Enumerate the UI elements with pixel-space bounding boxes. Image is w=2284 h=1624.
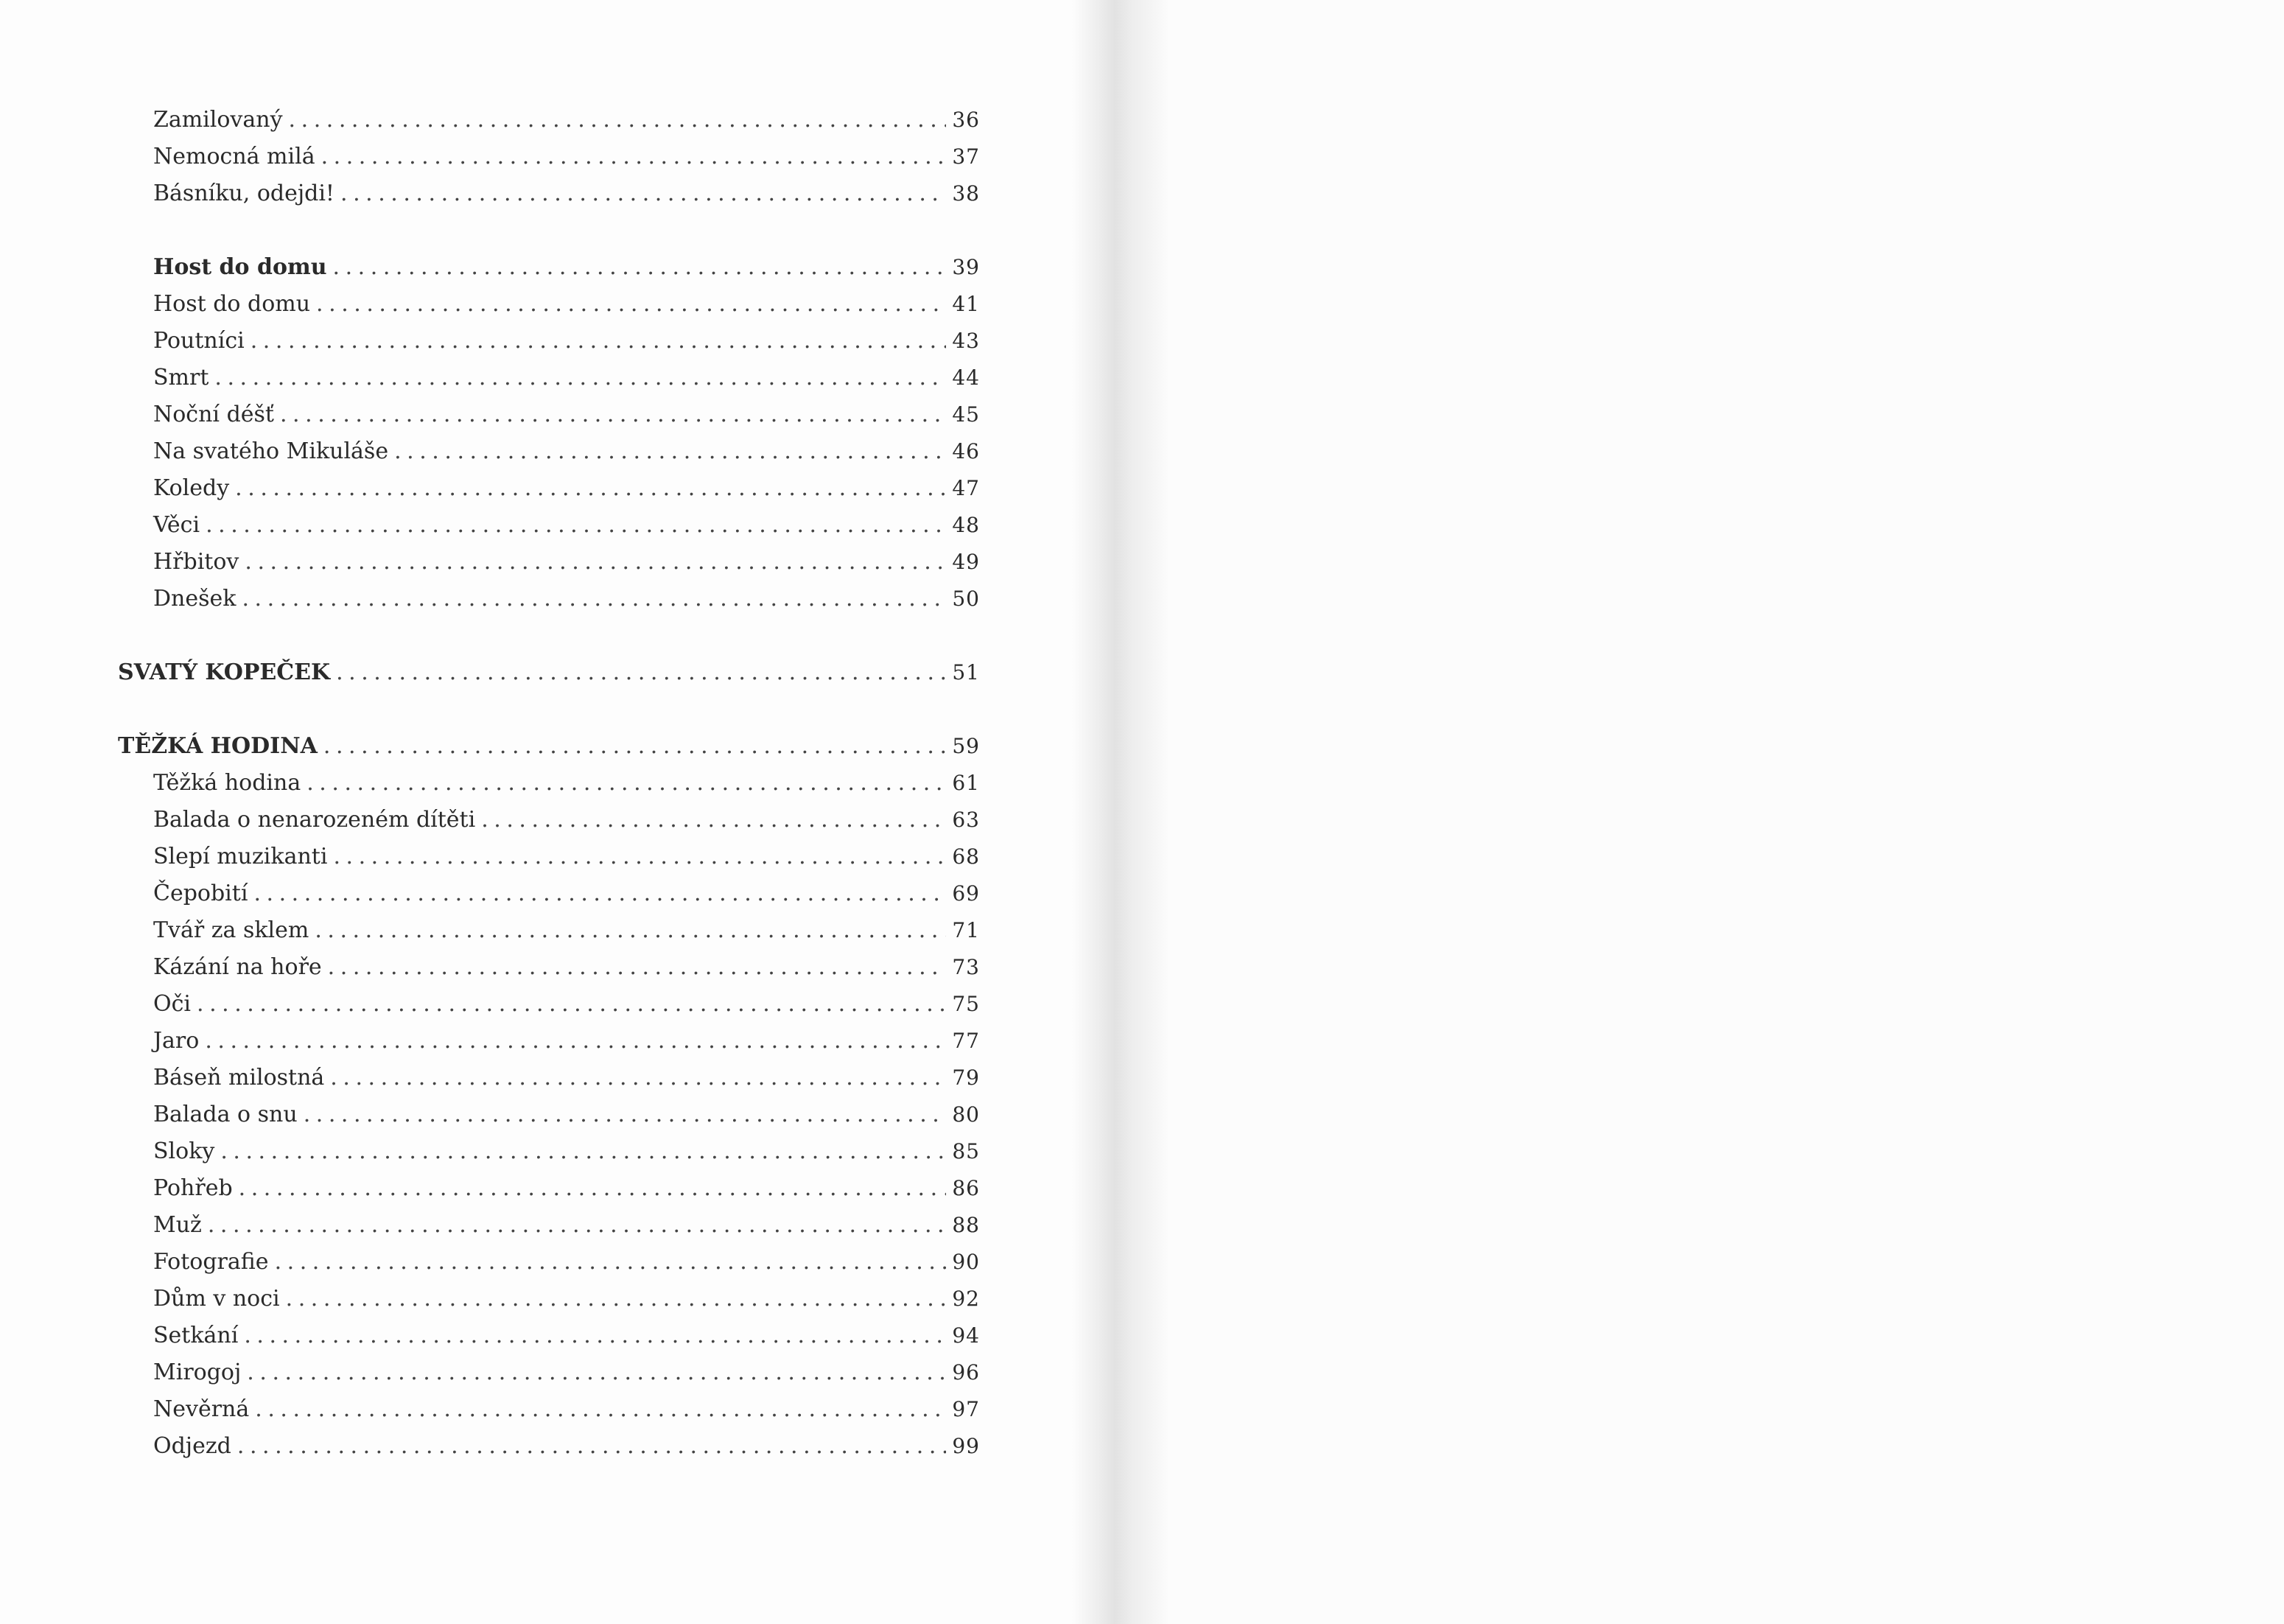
dot-leader (275, 1244, 947, 1281)
dot-leader (336, 654, 946, 691)
toc-page-number: 44 (952, 365, 980, 390)
toc-entry-title: Odjezd (153, 1433, 231, 1459)
toc-page-number: 61 (952, 771, 980, 795)
dot-leader (394, 433, 946, 470)
toc-page-number: 69 (952, 881, 980, 906)
toc-page-number: 39 (952, 255, 980, 279)
toc-entry (118, 949, 980, 986)
toc-entry (118, 839, 980, 875)
toc-entry-title: Jaro (153, 1028, 200, 1054)
toc-page-number: 80 (952, 1102, 980, 1127)
toc-page-number: 96 (952, 1360, 980, 1385)
toc-entry (118, 360, 980, 396)
toc-entry-title: Kázání na hoře (153, 954, 322, 980)
dot-leader (235, 470, 946, 507)
toc-entry-title: Fotografie (153, 1249, 269, 1275)
dot-leader (253, 875, 946, 912)
dot-leader (323, 728, 946, 765)
toc-entry-title: Nevěrná (153, 1396, 250, 1422)
toc-entry-title: Oči (153, 991, 191, 1017)
toc-page-number: 47 (952, 476, 980, 500)
dot-leader (205, 1023, 946, 1060)
toc-section-heading (118, 728, 980, 765)
toc-entry-title: Nemocná milá (153, 144, 315, 169)
toc-entry (118, 1281, 980, 1317)
toc-entry (118, 802, 980, 839)
dot-leader (220, 1133, 946, 1170)
toc-entry-title: Dům v noci (153, 1286, 280, 1312)
toc-entry (118, 1207, 980, 1244)
toc-entry (118, 1023, 980, 1060)
toc-entry (118, 396, 980, 433)
toc-entry (118, 1428, 980, 1465)
dot-leader (280, 396, 946, 433)
toc-page-number: 59 (952, 734, 980, 758)
toc-page-number: 49 (952, 550, 980, 574)
toc-entry (118, 175, 980, 212)
toc-entry (118, 470, 980, 507)
toc-entry-title: TĚŽKÁ HODINA (118, 733, 318, 759)
toc-entry-title: Poutníci (153, 328, 245, 354)
dot-leader (239, 1170, 947, 1207)
dot-leader (306, 765, 946, 802)
toc-section-heading (118, 654, 980, 691)
toc-entry-title: Mirogoj (153, 1359, 242, 1385)
toc-page-number: 73 (952, 955, 980, 979)
toc-entry (118, 1244, 980, 1281)
toc-page-number: 63 (952, 808, 980, 832)
toc-page-number: 46 (952, 439, 980, 463)
toc-entry (118, 1317, 980, 1354)
dot-leader (208, 1207, 947, 1244)
left-page (0, 0, 1105, 1624)
toc-entry-title: Věci (153, 512, 200, 538)
dot-leader (333, 839, 946, 875)
book-gutter (1072, 0, 1168, 1624)
toc-entry (118, 1170, 980, 1207)
toc-entry (118, 581, 980, 617)
toc-page-number: 51 (952, 660, 980, 685)
toc-page-number: 41 (952, 292, 980, 316)
dot-leader (315, 912, 946, 949)
toc-entry (118, 1354, 980, 1391)
toc-entry-title: Host do domu (153, 291, 311, 317)
toc-entry-title: Zamilovaný (153, 107, 283, 133)
toc-entry-title: Smrt (153, 365, 209, 391)
dot-leader (214, 360, 946, 396)
toc-entry-title: Báseň milostná (153, 1065, 325, 1091)
toc-entry-title: Noční déšť (153, 402, 274, 427)
toc-page-number: 43 (952, 329, 980, 353)
toc-page-number: 86 (952, 1176, 980, 1200)
toc-entry-title: Na svatého Mikuláše (153, 438, 389, 464)
dot-leader (237, 1428, 946, 1465)
dot-leader (206, 507, 946, 544)
toc-entry-title: Host do domu (153, 254, 327, 280)
dot-leader (340, 175, 946, 212)
toc-entry-title: Pohřeb (153, 1175, 233, 1201)
toc-entry (118, 875, 980, 912)
toc-page-number: 38 (952, 181, 980, 206)
dot-leader (244, 1317, 946, 1354)
toc-entry (118, 765, 980, 802)
dot-leader (247, 1354, 946, 1391)
toc-page-number: 36 (952, 108, 980, 132)
dot-leader (330, 1060, 946, 1096)
dot-leader (286, 1281, 947, 1317)
toc-entry (118, 323, 980, 360)
toc-entry (118, 1133, 980, 1170)
dot-leader (316, 286, 946, 323)
toc-entry-title: SVATÝ KOPEČEK (118, 659, 331, 685)
toc-page-number: 68 (952, 844, 980, 869)
dot-leader (242, 581, 946, 617)
dot-leader (328, 949, 947, 986)
toc-entry-title: Těžká hodina (153, 770, 301, 796)
dot-leader (321, 139, 947, 175)
toc-entry-title: Setkání (153, 1323, 239, 1348)
toc-list-left (118, 102, 980, 1465)
toc-entry-title: Balada o nenarozeném dítěti (153, 807, 476, 833)
toc-entry-title: Balada o snu (153, 1102, 298, 1127)
toc-entry-title: Básníku, odejdi! (153, 181, 334, 206)
dot-leader (197, 986, 946, 1023)
toc-entry (118, 912, 980, 949)
toc-page-number: 75 (952, 992, 980, 1016)
toc-page-number: 88 (952, 1213, 980, 1237)
toc-entry-title: Muž (153, 1212, 202, 1238)
toc-entry (118, 1096, 980, 1133)
right-page (1105, 0, 2284, 1624)
toc-entry (118, 249, 980, 286)
dot-leader (481, 802, 946, 839)
toc-entry-title: Čepobití (153, 881, 248, 906)
toc-page-number: 50 (952, 587, 980, 611)
dot-leader (245, 544, 946, 581)
toc-entry-title: Koledy (153, 475, 230, 501)
toc-entry (118, 507, 980, 544)
toc-page-number: 97 (952, 1397, 980, 1421)
toc-entry (118, 1060, 980, 1096)
toc-page-number: 99 (952, 1434, 980, 1458)
toc-page-number: 92 (952, 1287, 980, 1311)
dot-leader (304, 1096, 947, 1133)
toc-entry-title: Tvář za sklem (153, 917, 309, 943)
dot-leader (289, 102, 947, 139)
toc-page-number: 37 (952, 144, 980, 169)
toc-page-number: 79 (952, 1065, 980, 1090)
toc-page-number: 94 (952, 1323, 980, 1348)
toc-entry (118, 286, 980, 323)
dot-leader (333, 249, 947, 286)
toc-page-number: 71 (952, 918, 980, 942)
toc-page-number: 48 (952, 513, 980, 537)
dot-leader (251, 323, 947, 360)
toc-entry (118, 102, 980, 139)
toc-entry (118, 139, 980, 175)
toc-page-number: 77 (952, 1029, 980, 1053)
toc-entry (118, 433, 980, 470)
toc-entry-title: Dnešek (153, 586, 237, 612)
toc-entry (118, 1391, 980, 1428)
toc-page-number: 90 (952, 1250, 980, 1274)
toc-page-number: 85 (952, 1139, 980, 1163)
toc-entry-title: Slepí muzikanti (153, 844, 328, 869)
toc-entry-title: Hřbitov (153, 549, 239, 575)
toc-entry (118, 986, 980, 1023)
toc-entry-title: Sloky (153, 1138, 215, 1164)
toc-page-number: 45 (952, 402, 980, 427)
dot-leader (255, 1391, 946, 1428)
toc-entry (118, 544, 980, 581)
